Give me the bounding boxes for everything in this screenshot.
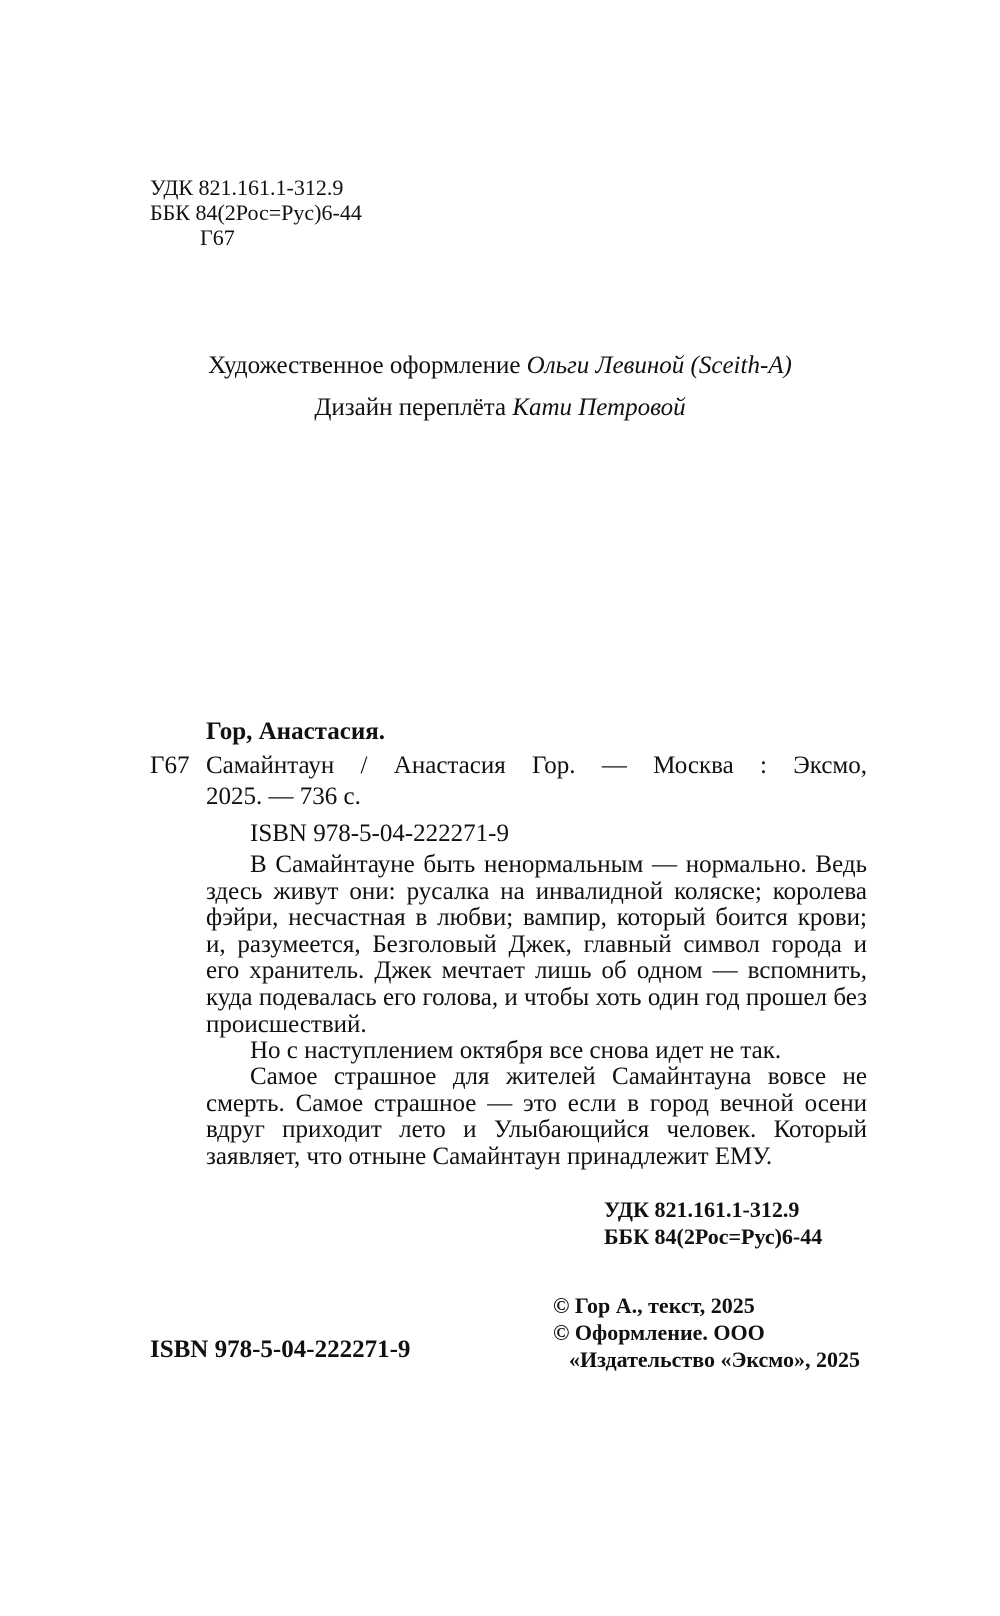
top-bbk: ББК 84(2Рос=Рус)6-44 bbox=[150, 200, 362, 225]
top-udk: УДК 821.161.1-312.9 bbox=[150, 175, 344, 200]
bottom-bbk: ББК 84(2Рос=Рус)6-44 bbox=[604, 1224, 823, 1249]
bottom-udk: УДК 821.161.1-312.9 bbox=[604, 1197, 800, 1222]
top-author-mark: Г67 bbox=[200, 225, 235, 250]
cover-credit-label: Дизайн переплёта bbox=[314, 394, 507, 421]
annotation-paragraph-2: Но с наступлением октября все снова идет не так. bbox=[250, 1037, 782, 1064]
copyright-design: © Оформление. ООО bbox=[553, 1320, 765, 1345]
art-credit bbox=[0, 348, 1000, 383]
record-author-mark: Г67 bbox=[150, 752, 190, 779]
record-author-heading: Гор, Анастасия. bbox=[206, 718, 386, 745]
record-title-line-2: 2025. — 736 с. bbox=[206, 783, 361, 810]
art-credit-label: Художественное оформление bbox=[208, 352, 521, 379]
cover-credit bbox=[0, 390, 1000, 425]
record-isbn: ISBN 978-5-04-222271-9 bbox=[250, 820, 510, 847]
copyright-text: © Гор А., текст, 2025 bbox=[553, 1293, 755, 1318]
cover-credit-name: Кати Петровой bbox=[512, 394, 686, 421]
copyright-publisher: «Издательство «Эксмо», 2025 bbox=[569, 1347, 860, 1372]
record-title-line-1: Самайнтаун / Анастасия Гор. — Москва : Эксмо, bbox=[206, 752, 867, 779]
art-credit-name: Ольги Левиной (Sceith-A) bbox=[526, 352, 792, 379]
annotation-paragraph-1: В Самайнтауне быть ненормальным — нормально. Ведь здесь живут они: русалка на инвалидной коляске; королева фэйри, несчастная в любви; вампир, который боится крови; и, разумеется, Безголовый Джек, главный символ города и его хранитель. Джек мечтает лишь об одном — вспомнить, куда подевалась его голова, и чтобы хоть один год прошел без происшествий. bbox=[206, 851, 867, 1038]
bottom-isbn: ISBN 978-5-04-222271-9 bbox=[150, 1336, 411, 1363]
annotation-paragraph-3: Самое страшное для жителей Самайнтауна вовсе не смерть. Самое страшное — это если в город вечной осени вдруг приходит лето и Улыбающийся человек. Который заявляет, что отныне Самайнтаун принадлежит ЕМУ. bbox=[206, 1063, 867, 1170]
